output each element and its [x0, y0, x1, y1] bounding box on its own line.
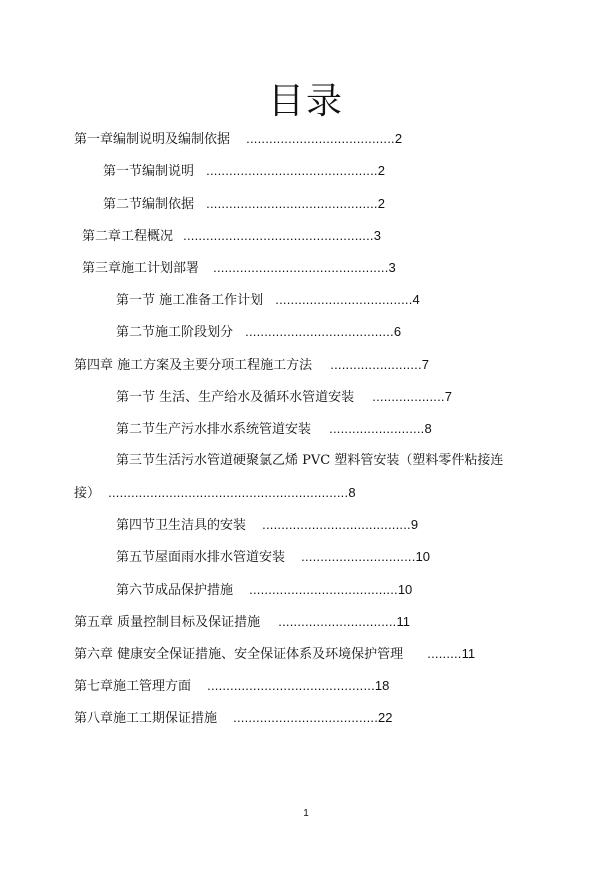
toc-leader-dots: ............................................	[207, 678, 375, 693]
toc-page-number: 11	[461, 646, 476, 661]
toc-leader-dots: ......................................	[233, 710, 379, 725]
toc-entry-text: 第一节编制说明	[103, 164, 195, 179]
toc-entry-8	[74, 356, 429, 374]
toc-entry-14	[116, 548, 430, 566]
toc-entry-6	[116, 291, 420, 309]
toc-entry-text: 第三章施工计划部署	[82, 261, 200, 276]
toc-entry-text: 第二节编制依据	[103, 197, 195, 212]
toc-entry-text: 第一节 生活、生产给水及循环水管道安装	[116, 390, 355, 405]
toc-entry-text: 接）	[74, 486, 101, 501]
toc-leader-dots: .......................................	[245, 324, 394, 339]
toc-page-number: 3	[373, 228, 381, 243]
toc-leader-dots: ..............................................	[213, 260, 389, 275]
toc-entry-3	[103, 195, 385, 213]
toc-leader-dots: ..............................	[301, 549, 416, 564]
toc-page-number: 11	[396, 614, 410, 629]
toc-entry-7	[116, 323, 401, 341]
toc-entry-text: 第三节生活污水管道硬聚氯乙烯 PVC 塑料管安装（塑料零件粘接连	[116, 453, 504, 468]
toc-page-number: 2	[377, 163, 385, 178]
toc-entry-text: 第八章施工工期保证措施	[74, 711, 218, 726]
toc-page-number: 10	[415, 549, 430, 564]
toc-page-number: 9	[410, 517, 419, 532]
toc-entry-16	[74, 613, 410, 631]
toc-entry-text: 第五章 质量控制目标及保证措施	[74, 615, 261, 630]
toc-entry-text: 第一节 施工准备工作计划	[116, 293, 264, 308]
toc-leader-dots: .............................................	[206, 163, 378, 178]
toc-entry-text: 第二节生产污水排水系统管道安装	[116, 422, 312, 437]
toc-leader-dots: ...............................................................	[108, 485, 349, 500]
toc-leader-dots: ..................................................	[183, 228, 374, 243]
toc-leader-dots: ....................................	[275, 292, 413, 307]
toc-leader-dots: ...............................	[278, 614, 397, 629]
toc-page-number: 22	[378, 710, 393, 725]
toc-entry-text: 第六节成品保护措施	[116, 583, 234, 598]
toc-page-number: 6	[393, 324, 402, 339]
toc-page-number: 3	[388, 260, 396, 275]
toc-entry-text: 第六章 健康安全保证措施、安全保证体系及环境保护管理	[74, 647, 404, 662]
toc-leader-dots: ........................	[330, 357, 422, 372]
toc-leader-dots: .........................	[329, 421, 425, 436]
toc-entry-text: 第二节施工阶段划分	[116, 325, 234, 340]
page-number: 1	[303, 808, 309, 819]
toc-entry-text: 第四节卫生洁具的安装	[116, 518, 247, 533]
toc-leader-dots: .......................................	[246, 131, 395, 146]
toc-entry-text: 第一章编制说明及编制依据	[74, 132, 231, 147]
toc-leader-dots: .......................................	[262, 517, 411, 532]
toc-leader-dots: .......................................	[249, 582, 398, 597]
toc-page-number: 4	[412, 292, 420, 307]
toc-entry-text: 第四章 施工方案及主要分项工程施工方法	[74, 358, 313, 373]
toc-entry-text: 第二章工程概况	[82, 229, 174, 244]
toc-entry-17	[74, 645, 475, 663]
toc-entry-12	[74, 484, 356, 502]
toc-page-number: 8	[424, 421, 432, 436]
toc-leader-dots: ...................	[372, 389, 445, 404]
toc-entry-text: 第五节屋面雨水排水管道安装	[116, 550, 286, 565]
toc-entry-10	[116, 420, 432, 438]
toc-entry-11	[116, 452, 503, 470]
toc-entry-19	[74, 709, 392, 727]
toc-leader-dots: .........	[427, 646, 462, 661]
toc-page-number: 7	[421, 357, 429, 372]
toc-entry-13	[116, 516, 418, 534]
toc-entry-15	[116, 581, 412, 599]
toc-entry-5	[82, 259, 396, 277]
toc-page-number: 2	[377, 196, 385, 211]
toc-entry-text: 第七章施工管理方面	[74, 679, 192, 694]
page-title: 目录	[267, 81, 344, 122]
toc-page-number: 18	[374, 678, 390, 693]
toc-entry-18	[74, 677, 389, 695]
toc-page-number: 8	[348, 485, 356, 500]
toc-page-number: 7	[444, 389, 452, 404]
toc-entry-2	[103, 162, 385, 180]
toc-leader-dots: .............................................	[206, 196, 378, 211]
toc-page-number: 2	[394, 131, 403, 146]
toc-entry-9	[116, 388, 452, 406]
toc-page-number: 10	[397, 582, 413, 597]
toc-entry-4	[82, 227, 381, 245]
toc-entry-1	[74, 130, 402, 148]
